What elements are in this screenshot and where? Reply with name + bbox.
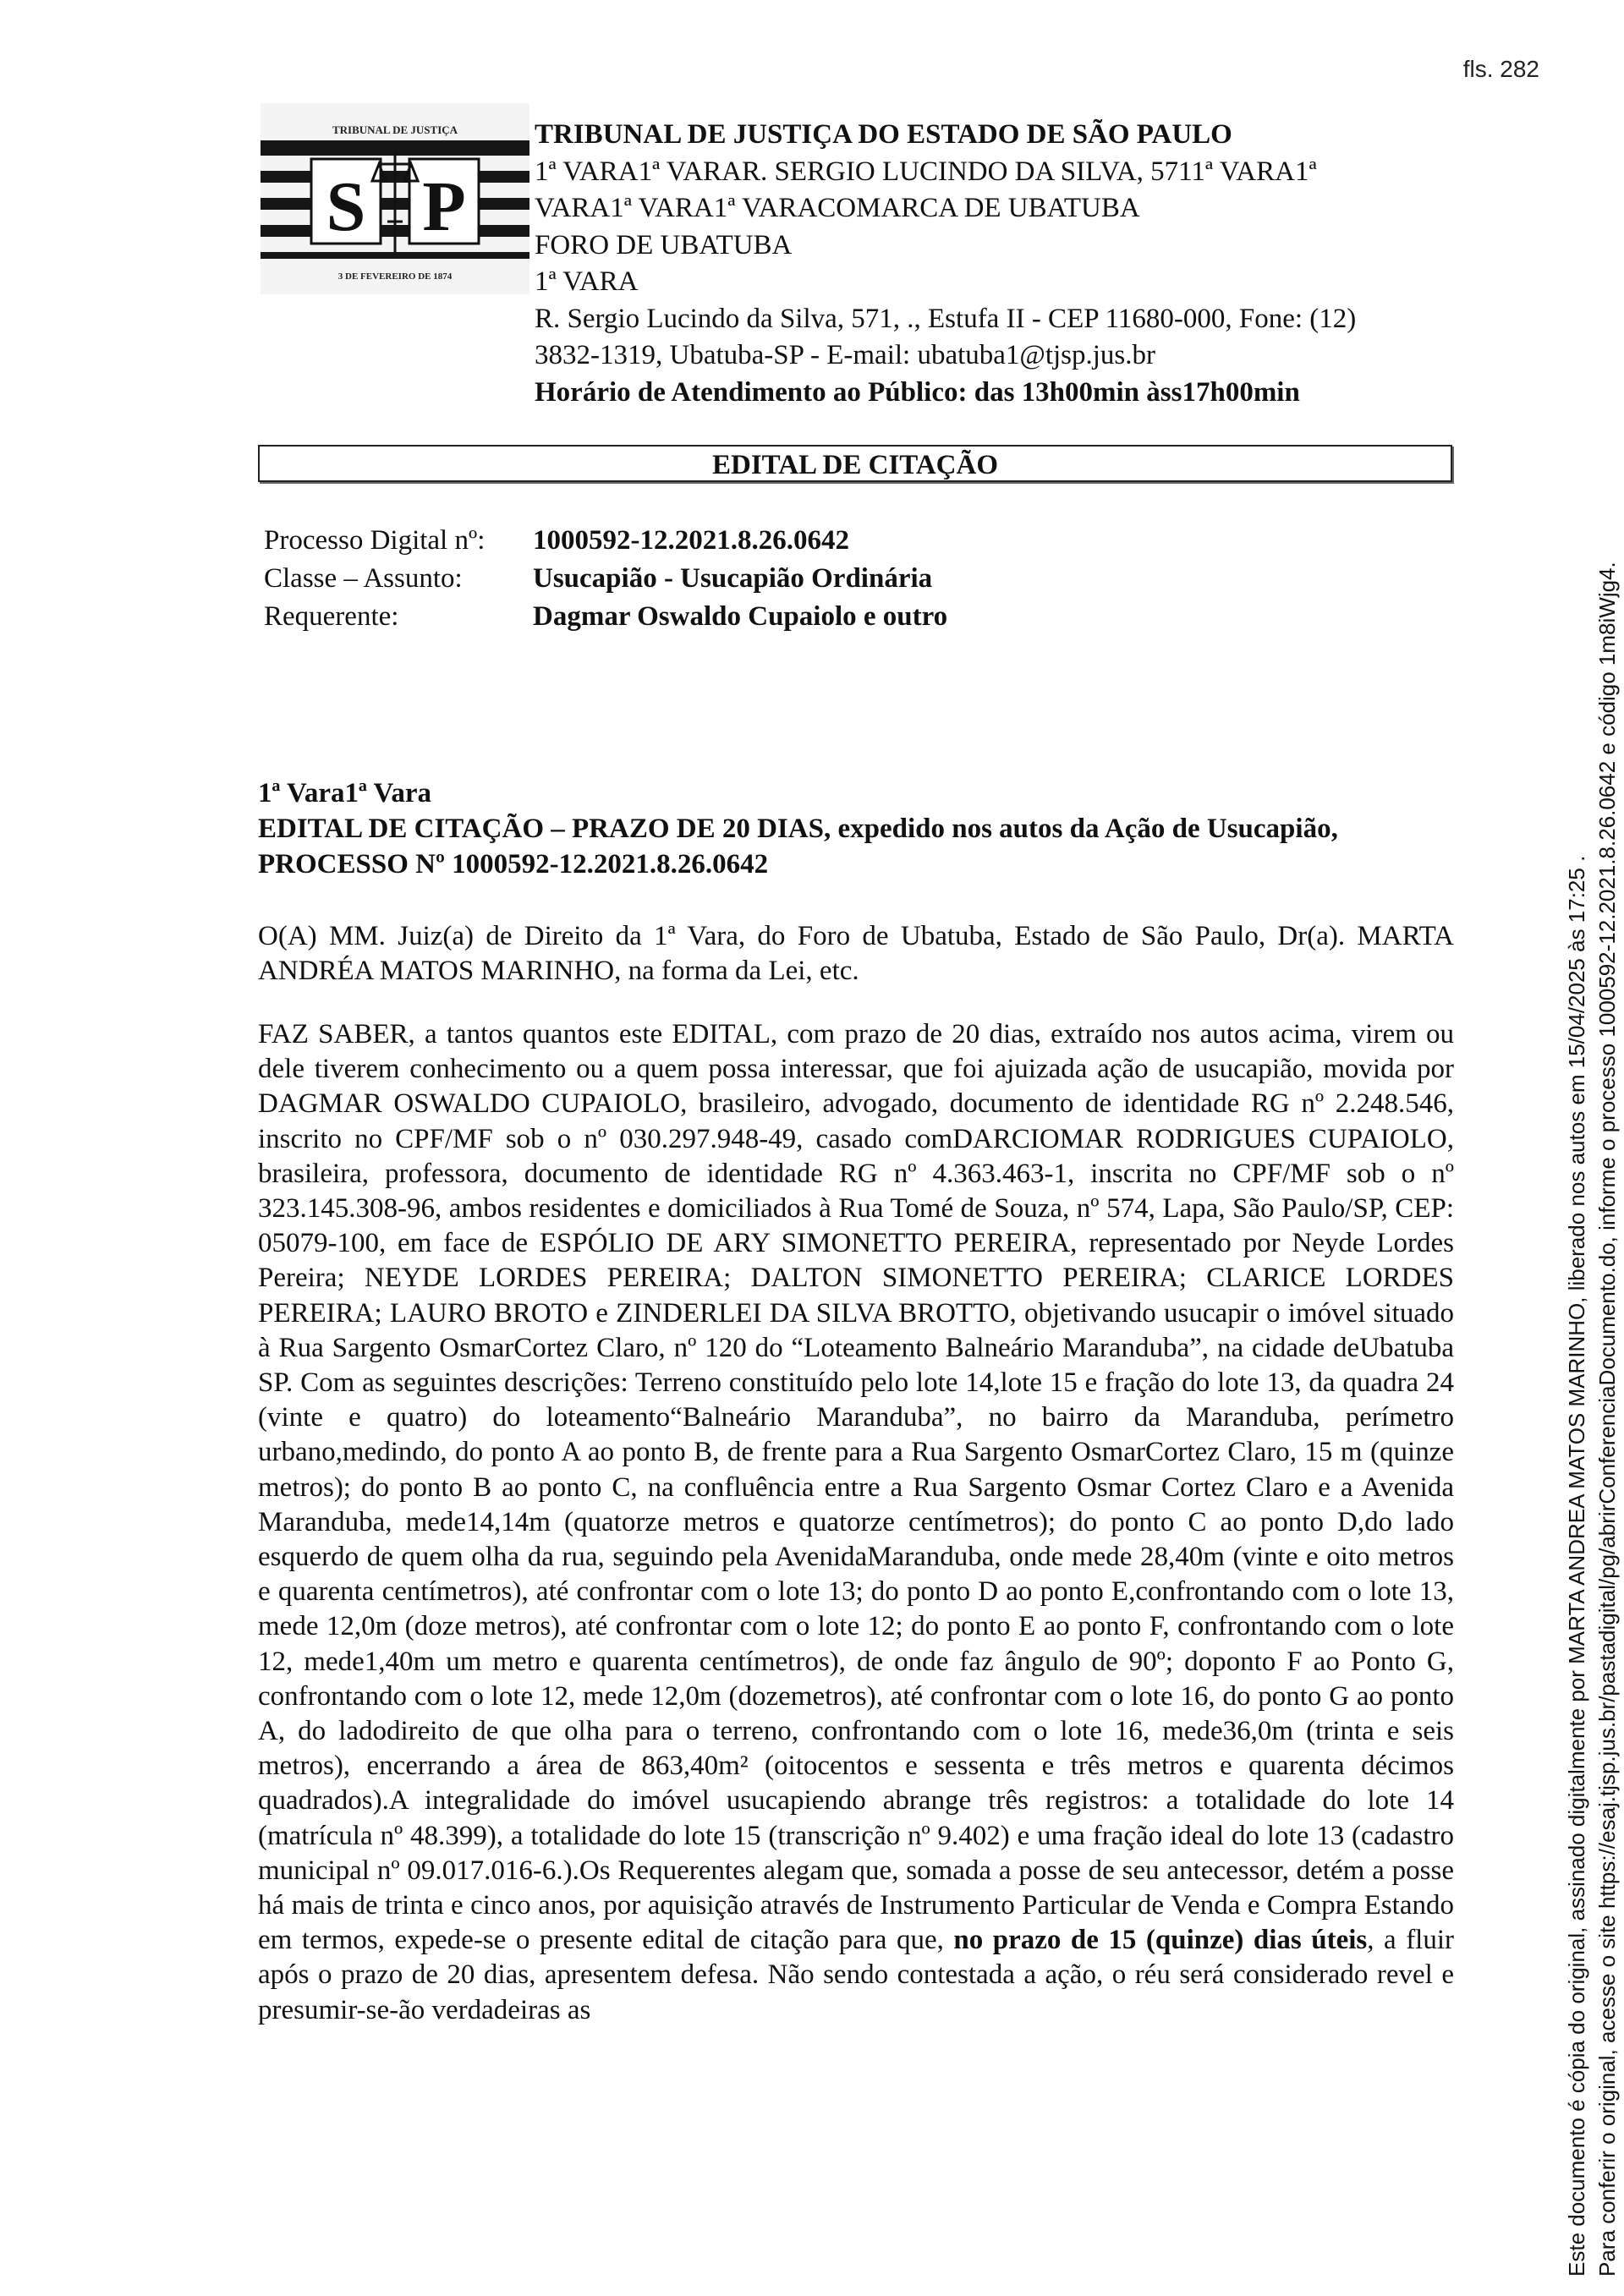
seal-bottom-text: 3 DE FEVEREIRO DE 1874 [337,271,453,282]
intro-line-1: 1ª Vara1ª Vara [258,778,431,808]
process-value: Dagmar Oswaldo Cupaiolo e outro [533,601,948,632]
process-row [264,598,947,636]
side-note-line-1: Este documento é cópia do original, assinado digitalmente por MARTA ANDREA MATOS MARINHO, liberado nos autos em 15/04/2025 às 17:25 . [1564,855,1589,2277]
edict-intro [258,775,1454,882]
intro-line-3: PROCESSO Nº 1000592-12.2021.8.26.0642 [258,849,769,879]
seal-letter-s: S [326,167,366,246]
process-label: Processo Digital nº: [264,525,486,556]
process-value: 1000592-12.2021.8.26.0642 [533,525,849,556]
side-verification-note [1561,562,1622,2277]
court-seal-logo [261,103,529,294]
office-hours: Horário de Atendimento ao Público: das 13h00min àss17h00min [535,376,1300,408]
page-number-label: fls. 282 [1462,56,1539,82]
court-header [535,117,1457,411]
header-line-4: FORO DE UBATUBA [535,229,793,260]
header-line-3: VARA1ª VARA1ª VARACOMARCA DE UBATUBA [535,193,1140,223]
court-name: TRIBUNAL DE JUSTIÇA DO ESTADO DE SÃO PAULO [535,119,1232,150]
seal-letter-p: P [422,167,466,246]
process-label: Classe – Assunto: [264,563,463,594]
seal-top-text: TRIBUNAL DE JUSTIÇA [332,123,458,136]
paragraph-text: FAZ SABER, a tantos quantos este EDITAL, com prazo de 20 dias, extraído nos autos acima, virem ou dele tiverem conhecimento ou a quem possa interessar, que foi ajuizada ação de usucapião, movida por DAGMAR OSWALDO CUPAIOLO, brasileiro, advogado, documento de identidade RG nº 2.248.546, inscrito no CPF/MF sob o nº 030.297.948-49, casado comDARCIOMAR RODRIGUES CUPAIOLO, brasileira, professora, documento de identidade RG nº 4.363.463-1, inscrita no CPF/MF sob o nº 323.145.308-96, ambos residentes e domiciliados à Rua Tomé de Souza, nº 574, Lapa, São Paulo/SP, CEP: 05079-100, em face de ESPÓLIO DE ARY SIMONETTO PEREIRA, representado por Neyde Lordes Pereira; NEYDE LORDES PEREIRA; DALTON SIMONETTO PEREIRA; CLARICE LORDES PEREIRA; LAURO BROTO e ZINDERLEI DA SILVA BROTTO, objetivando usucapir o imóvel situado à Rua Sargento OsmarCortez Claro, nº 120 do “Loteamento Balneário Maranduba”, na cidade deUbatuba SP. Com as seguintes descrições: Terreno constituído pelo lote 14,lote 15 e fração do lote 13, da quadra 24 (vinte e quatro) do loteamento“Balneário Maranduba”, no bairro da Maranduba, perímetro urbano,medindo, do ponto A ao ponto B, de frente para a Rua Sargento OsmarCortez Claro, 15 m (quinze metros); do ponto B ao ponto C, na confluência entre a Rua Sargento Osmar Cortez Claro e a Avenida Maranduba, mede14,14m (quatorze metros e quatorze centímetros); do ponto C ao ponto D,do lado esquerdo de quem olha da rua, seguindo pela AvenidaMaranduba, onde mede 28,40m (vinte e oito metros e quarenta centímetros), até confrontar com o lote 13; do ponto D ao ponto E,confrontando com o lote 13, mede 12,0m (doze metros), até confrontar com o lote 12; do ponto E ao ponto F, confrontando com o lote 12, mede1,40m um metro e quarenta centímetros), de onde faz ângulo de 90º; doponto F ao Ponto G, confrontando com o lote 12, mede 12,0m (dozemetros), até confrontar com o lote 16, do ponto G ao ponto A, do ladodireito de que olha para o terreno, confrontando com o lote 16, mede36,0m (trinta e seis metros), encerrando a área de 863,40m² (oitocentos e sessenta e três metros e quarenta décimos quadrados).A integralidade do imóvel usucapiendo abrange três registros: a totalidade do lote 14 (matrícula nº 48.399), a totalidade do lote 15 (transcrição nº 9.402) e uma fração ideal do lote 13 (cadastro municipal nº 09.017.016-6.).Os Requerentes alegam que, somada a posse de seu antecessor, detém a posse há mais de trinta e cinco anos, por aquisição através de Instrumento Particular de Venda e Compra Estando em termos, expede-se o presente edital de citação para que, [258,1019,1454,1956]
intro-line-2: EDITAL DE CITAÇÃO – PRAZO DE 20 DIAS, expedido nos autos da Ação de Usucapião, [258,814,1338,844]
paragraph-faz-saber [258,1017,1454,2028]
header-line-5: 1ª VARA [535,266,639,297]
deadline-bold: no prazo de 15 (quinze) dias úteis [953,1925,1368,1956]
process-value: Usucapião - Usucapião Ordinária [533,563,933,594]
process-row [264,560,947,598]
address-line-1: R. Sergio Lucindo da Silva, 571, ., Estufa II - CEP 11680-000, Fone: (12) [535,303,1357,334]
paragraph-judge: O(A) MM. Juiz(a) de Direito da 1ª Vara, do Foro de Ubatuba, Estado de São Paulo, Dr(a). MARTA ANDRÉA MATOS MARINHO, na forma da Lei, etc. [258,921,1454,987]
process-row [264,522,947,560]
process-info [264,522,947,636]
paragraph-text-end: , a fluir após o prazo de 20 dias, apresentem defesa. Não sendo contestada a ação, o réu será considerado revel e presumir-se-ão verdadeiras as [258,1925,1455,2025]
process-label: Requerente: [264,601,399,632]
header-line-2: 1ª VARA1ª VARAR. SERGIO LUCINDO DA SILVA, 5711ª VARA1ª [535,156,1317,187]
address-line-2: 3832-1319, Ubatuba-SP - E-mail: ubatuba1@tjsp.jus.br [535,340,1155,370]
side-note-line-2: Para conferir o original, acesse o site https://esaj.tjsp.jus.br/pastadigital/pg/abrirConferenciaDocumento.do, informe o processo 1000592-12.2021.8.26.0642 e código 1m8iWjg4. [1594,562,1620,2277]
document-title: EDITAL DE CITAÇÃO [258,445,1452,482]
